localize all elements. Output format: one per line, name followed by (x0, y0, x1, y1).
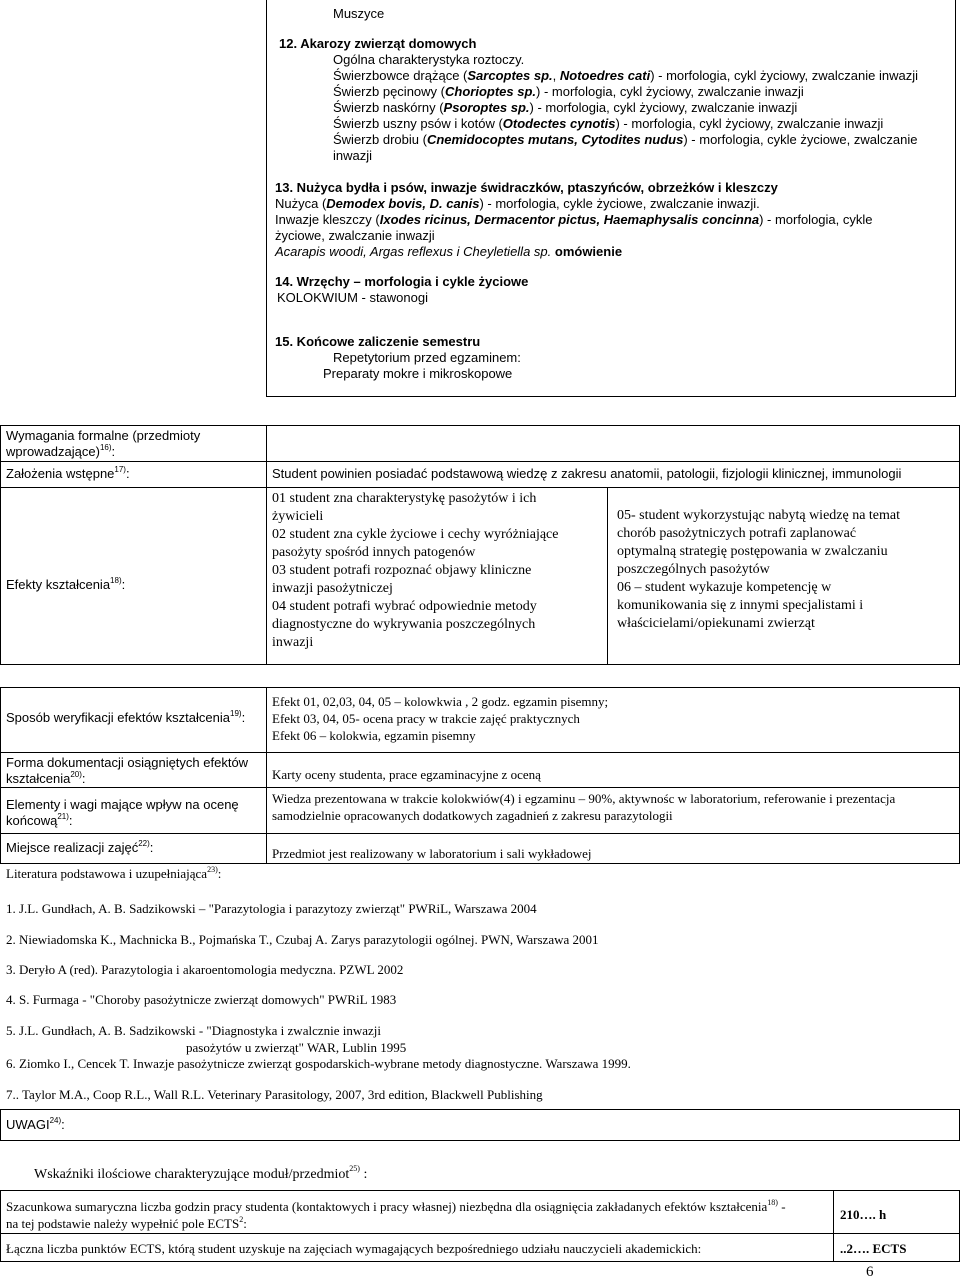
ects-row2-label: Łączna liczba punktów ECTS, którą student uzyskuje na zajęciach wymagających bezpośredniego udziału nauczycieli akademickich: (6, 1241, 702, 1256)
section-12-line-7: inwazji (333, 148, 373, 163)
elementy-value: Wiedza prezentowana w trakcie kolokwiów(4) i egzaminu – 90%, aktywnośc w laboratorium, referowanie i prezentacja samodzielnie opracowanych dodatkowych zagadnień z zakresu parazytologii (272, 791, 896, 823)
efekty-right-list: 05- student wykorzystując nabytą wiedzę na temat chorób pasożytniczych potrafi zaplanować optymalną strategię postępowania w zwalczaniu poszczególnych pasożytów 06 – student wykazuje kompetencję w komunikowania się z innymi specjalistami i właścicielami/opiekunami zwierząt (617, 508, 901, 631)
literature-item: 5. J.L. Gundłach, A. B. Sadzikowski - "Diagnostyka i zwalcznie inwazji (6, 1023, 382, 1038)
muszyce-line: Muszyce (333, 6, 385, 21)
uwagi-label: UWAGI$^{24)}$: (6, 1115, 65, 1132)
literature-item: 7.. Taylor M.A., Coop R.L., Wall R.L. Veterinary Parasitology, 2007, 3rd edition, Blackwell Publishing (6, 1087, 543, 1102)
section-13-line-4: Acarapis woodi, Argas reflexus i Cheyletiella sp. omówienie (275, 244, 623, 259)
literature-item: 3. Deryło A (red). Parazytologia i akaroentomologia medyczna. PZWL 2002 (6, 962, 404, 977)
forma-label: Forma dokumentacji osiągniętych efektów kształcenia$^{20)}$: (6, 755, 249, 786)
section-13-line-2: Inwazje kleszczy (Ixodes ricinus, Dermacentor pictus, Haemaphysalis concinna) - morfologia, cykle (275, 212, 873, 227)
ects-row1-label: Szacunkowa sumaryczna liczba godzin pracy studenta (kontaktowych i pracy własnej) niezbędna dla osiągnięcia zakładanych efektów kształcenia$^{18)}$ - na tej podstawie należy wypełnić pole ECTS$^2$: (6, 1197, 786, 1231)
section-12-line-3: Świerzb pęcinowy (Chorioptes sp.) - morfologia, cykl życiowy, zwalczanie inwazji (333, 84, 804, 99)
miejsce-value: Przedmiot jest realizowany w laboratorium i sali wykładowej (272, 846, 592, 861)
ects-row1-value: 210…. h (840, 1207, 887, 1222)
forma-value: Karty oceny studenta, prace egzaminacyjne z oceną (272, 767, 541, 782)
section-15-title: 15. Końcowe zaliczenie semestru (275, 334, 481, 349)
section-15-line-1: Repetytorium przed egzaminem: (333, 350, 521, 365)
section-13-line-3: życiowe, zwalczanie inwazji (275, 228, 435, 243)
section-12-line-4: Świerzb naskórny (Psoroptes sp.) - morfologia, cykl życiowy, zwalczanie inwazji (333, 100, 798, 115)
literature-item: 6. Ziomko I., Cencek T. Inwazje pasożytnicze zwierząt gospodarskich-wybrane metody diagnostyczne. Warszawa 1999. (6, 1056, 631, 1071)
efekty-left-list: 01 student zna charakterystykę pasożytów i ich żywicieli 02 student zna cykle życiowe i cechy wyróżniające pasożyty spośród innych patogenów 03 student potrafi rozpoznać objawy kliniczne inwazji pasożytniczej 04 student potrafi wybrać odpowiednie metody diagnostyczne do wykrywania poszczególnych inwazji (272, 491, 559, 650)
zalozenia-value: Student powinien posiadać podstawową wiedzę z zakresu anatomii, patologii, fizjologii klinicznej, immunologii (272, 466, 902, 481)
page-number: 6 (866, 1264, 874, 1280)
literature-item: 2. Niewiadomska K., Machnicka B., Pojmańska T., Czubaj A. Zarys parazytologii ogólnej. PWN, Warszawa 2001 (6, 932, 599, 947)
section-13-line-1: Nużyca (Demodex bovis, D. canis) - morfologia, cykle życiowe, zwalczanie inwazji. (275, 196, 760, 211)
sposob-label: Sposób weryfikacji efektów kształcenia$^{19)}$: (6, 708, 246, 725)
ects-header: Wskaźniki ilościowe charakteryzujące moduł/przedmiot$^{25)}$ : (34, 1164, 368, 1182)
ects-row2-value: ..2…. ECTS (840, 1241, 907, 1256)
section-12-line-6: Świerzb drobiu (Cnemidocoptes mutans, Cytodites nudus) - morfologia, cykle życiowe, zwalczanie (333, 132, 918, 147)
section-12-line-1: Ogólna charakterystyka roztoczy. (333, 52, 525, 67)
section-14-title: 14. Wrzęchy – morfologia i cykle życiowe (275, 274, 529, 289)
section-12-line-5: Świerzb uszny psów i kotów (Otodectes cynotis) - morfologia, cykl życiowy, zwalczanie inwazji (333, 116, 884, 131)
miejsce-label: Miejsce realizacji zajęć$^{22)}$: (6, 838, 154, 855)
zalozenia-label: Założenia wstępne$^{17)}$: (6, 464, 130, 481)
program-content-cell (266, 0, 956, 397)
sposob-value: Efekt 01, 02,03, 04, 05 – kolowkwia , 2 godz. egzamin pisemny; Efekt 03, 04, 05- ocena pracy w trakcie zajęć praktycznych Efekt 06 – kolokwia, egzamin pisemny (272, 694, 609, 743)
section-12-title: 12. Akarozy zwierząt domowych (279, 36, 477, 51)
literature-item: 1. J.L. Gundłach, A. B. Sadzikowski – "Parazytologia i parazytozy zwierząt" PWRiL, Warszawa 2004 (6, 901, 537, 916)
section-14-line-1: KOLOKWIUM - stawonogi (277, 290, 428, 305)
section-15-line-2: Preparaty mokre i mikroskopowe (323, 366, 513, 381)
section-13-title: 13. Nużyca bydła i psów, inwazje świdraczków, ptaszyńców, obrzeżków i kleszczy (275, 180, 778, 195)
literature-item: pasożytów u zwierząt" WAR, Lublin 1995 (186, 1040, 407, 1055)
wymagania-label: Wymagania formalne (przedmioty wprowadzające)$^{16)}$: (6, 428, 201, 459)
efekty-label: Efekty kształcenia$^{18)}$: (6, 575, 126, 592)
section-12-line-2: Świerzbowce drążące (Sarcoptes sp., Notoedres cati) - morfologia, cykl życiowy, zwalczanie inwazji (333, 68, 918, 83)
elementy-label: Elementy i wagi mające wpływ na ocenę końcową$^{21)}$: (6, 797, 239, 828)
literature-label: Literatura podstawowa i uzupełniająca$^{23)}$: (6, 864, 222, 881)
literature-item: 4. S. Furmaga - "Choroby pasożytnicze zwierząt domowych" PWRiL 1983 (6, 992, 397, 1007)
